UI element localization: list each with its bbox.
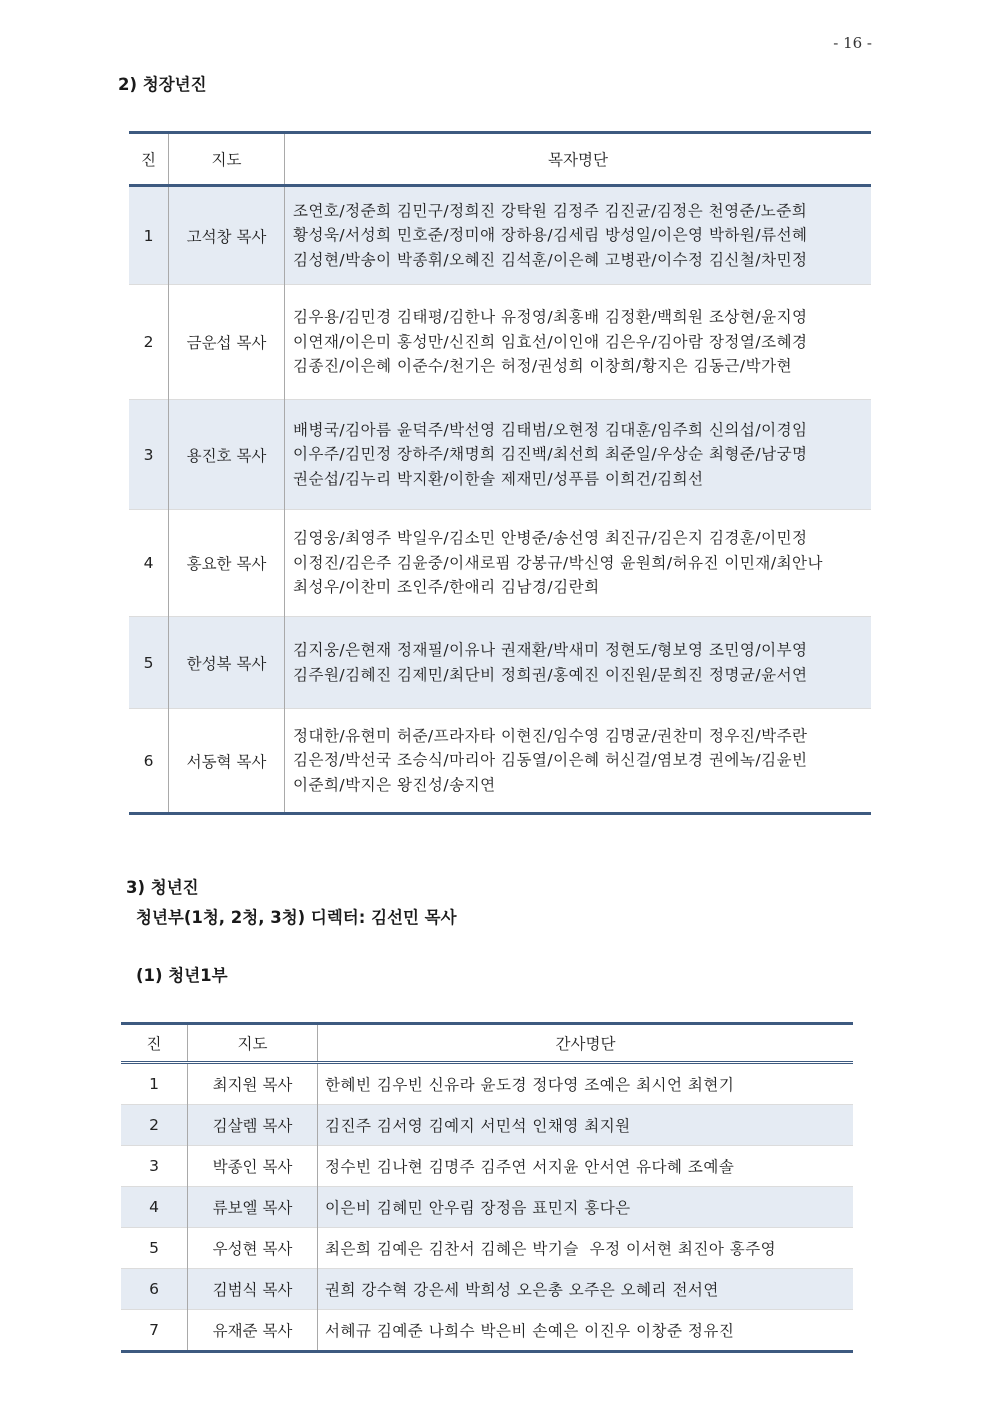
column-header-group: 진 (121, 1024, 188, 1063)
shepherd-line: 황성욱/서성희 민호준/정미애 장하용/김세림 방성일/이은영 박하원/류선혜 (293, 226, 808, 245)
subsection-heading-youth-1: (1) 청년1부 (136, 966, 228, 985)
leader-name: 유재준 목사 (188, 1310, 318, 1352)
shepherd-line: 이준희/박지은 왕진성/송지연 (293, 775, 496, 794)
table-row (121, 1146, 853, 1187)
column-header-leader: 지도 (188, 1024, 318, 1063)
shepherd-line: 권순섭/김누리 박지환/이한솔 제재민/성푸름 이희건/김희선 (293, 469, 704, 488)
shepherd-line: 김영웅/최영주 박일우/김소민 안병준/송선영 최진규/김은지 김경훈/이민정 (293, 529, 808, 548)
group-number: 2 (121, 1105, 188, 1146)
shepherd-list (285, 510, 872, 617)
shepherd-line: 김종진/이은혜 이준수/천기은 허정/권성희 이창희/황지은 김동근/박가현 (293, 357, 793, 376)
shepherd-list (285, 285, 872, 400)
table-row (129, 617, 871, 709)
leader-name: 우성현 목사 (188, 1228, 318, 1269)
shepherd-line: 김은정/박선국 조승식/마리아 김동열/이은혜 허신걸/염보경 권에녹/김윤빈 (293, 751, 808, 770)
table-row (121, 1310, 853, 1352)
cheongjangnyeon-table (129, 131, 871, 815)
shepherd-line: 김지웅/은현재 정재필/이유나 권재환/박새미 정현도/형보영 조민영/이부영 (293, 641, 808, 659)
group-number: 1 (121, 1063, 188, 1105)
group-number: 3 (121, 1146, 188, 1187)
staff-list: 서혜규 김예준 나희수 박은비 손예은 이진우 이창준 정유진 (325, 1322, 735, 1340)
youth-1-table (121, 1022, 853, 1353)
staff-list: 이은비 김혜민 안우림 장정음 표민지 홍다은 (318, 1187, 854, 1228)
shepherd-line: 김성현/박송이 박종휘/오혜진 김석훈/이은혜 고병관/이수정 김신철/차민정 (293, 250, 808, 269)
group-number: 3 (129, 400, 169, 510)
page-number: - 16 - (833, 34, 872, 52)
shepherd-line: 정대한/유현미 허준/프라자타 이현진/임수영 김명균/권찬미 정우진/박주란 (293, 726, 808, 745)
group-number: 7 (121, 1310, 188, 1352)
staff-list: 최은희 김예은 김찬서 김혜은 박기슬 우정 이서현 최진아 홍주영 (325, 1240, 777, 1258)
section-heading-cheongjangnyeon: 2) 청장년진 (118, 75, 207, 94)
shepherd-line: 조연호/정준희 김민구/정희진 강탁원 김정주 김진균/김정은 천영준/노준희 (293, 201, 808, 220)
shepherd-line: 배병국/김아름 윤덕주/박선영 김태범/오현정 김대훈/임주희 신의섭/이경임 (293, 420, 808, 439)
shepherd-list (285, 186, 872, 285)
table-row (129, 709, 871, 814)
shepherd-list (285, 400, 872, 510)
staff-list: 김진주 김서영 김예지 서민석 인채영 최지원 (318, 1105, 854, 1146)
table-row (129, 510, 871, 617)
table-header-row (129, 133, 871, 186)
column-header-group: 진 (129, 133, 169, 186)
shepherd-line: 김주원/김혜진 김제민/최단비 정희권/홍예진 이진원/문희진 정명균/윤서연 (293, 665, 808, 684)
section-heading-cheongnyeon: 3) 청년진 (126, 878, 199, 897)
table-row (121, 1063, 853, 1105)
group-number: 2 (129, 285, 169, 400)
leader-name: 한성복 목사 (169, 617, 285, 709)
shepherd-line: 최성우/이찬미 조인주/한애리 김남경/김란희 (293, 578, 600, 597)
leader-name: 김살렘 목사 (188, 1105, 318, 1146)
table-header-row (121, 1024, 853, 1063)
group-number: 6 (121, 1269, 188, 1310)
leader-name: 박종인 목사 (188, 1146, 318, 1187)
table-row (129, 186, 871, 285)
table-row (121, 1105, 853, 1146)
shepherd-line: 이연재/이은미 홍성만/신진희 임효선/이인애 김은우/김아람 장정열/조혜경 (293, 332, 808, 351)
leader-name: 금운섭 목사 (169, 285, 285, 400)
shepherd-line: 이정진/김은주 김윤중/이새로핌 강봉규/박신영 윤원희/허유진 이민재/최안나 (293, 553, 823, 572)
leader-name: 고석창 목사 (169, 186, 285, 285)
table-row (129, 400, 871, 510)
column-header-leader: 지도 (169, 133, 285, 186)
group-number: 5 (121, 1228, 188, 1269)
leader-name: 최지원 목사 (188, 1063, 318, 1105)
column-header-staff: 간사명단 (318, 1024, 854, 1063)
shepherd-list (285, 709, 872, 814)
leader-name: 홍요한 목사 (169, 510, 285, 617)
staff-list: 정수빈 김나현 김명주 김주연 서지윤 안서연 유다혜 조예솔 (325, 1158, 735, 1176)
table-row (121, 1269, 853, 1310)
leader-name: 김범식 목사 (188, 1269, 318, 1310)
group-number: 1 (129, 186, 169, 285)
table-row (129, 285, 871, 400)
column-header-shepherds: 목자명단 (285, 133, 872, 186)
staff-list: 권희 강수혁 강은세 박희성 오은총 오주은 오혜리 전서연 (318, 1269, 854, 1310)
leader-name: 용진호 목사 (169, 400, 285, 510)
director-line: 청년부(1청, 2청, 3청) 디렉터: 김선민 목사 (136, 908, 457, 927)
leader-name: 서동혁 목사 (169, 709, 285, 814)
shepherd-list (285, 617, 872, 709)
table-row (121, 1187, 853, 1228)
group-number: 5 (129, 617, 169, 709)
group-number: 4 (129, 510, 169, 617)
group-number: 6 (129, 709, 169, 814)
table-row (121, 1228, 853, 1269)
shepherd-line: 이우주/김민정 장하주/채명희 김진백/최선희 최준일/우상순 최형준/남궁명 (293, 445, 808, 464)
staff-list: 한혜빈 김우빈 신유라 윤도경 정다영 조예은 최시언 최현기 (325, 1076, 735, 1094)
group-number: 4 (121, 1187, 188, 1228)
shepherd-line: 김우용/김민경 김태평/김한나 유정영/최홍배 김정환/백희원 조상현/윤지영 (293, 308, 808, 327)
leader-name: 류보엘 목사 (188, 1187, 318, 1228)
